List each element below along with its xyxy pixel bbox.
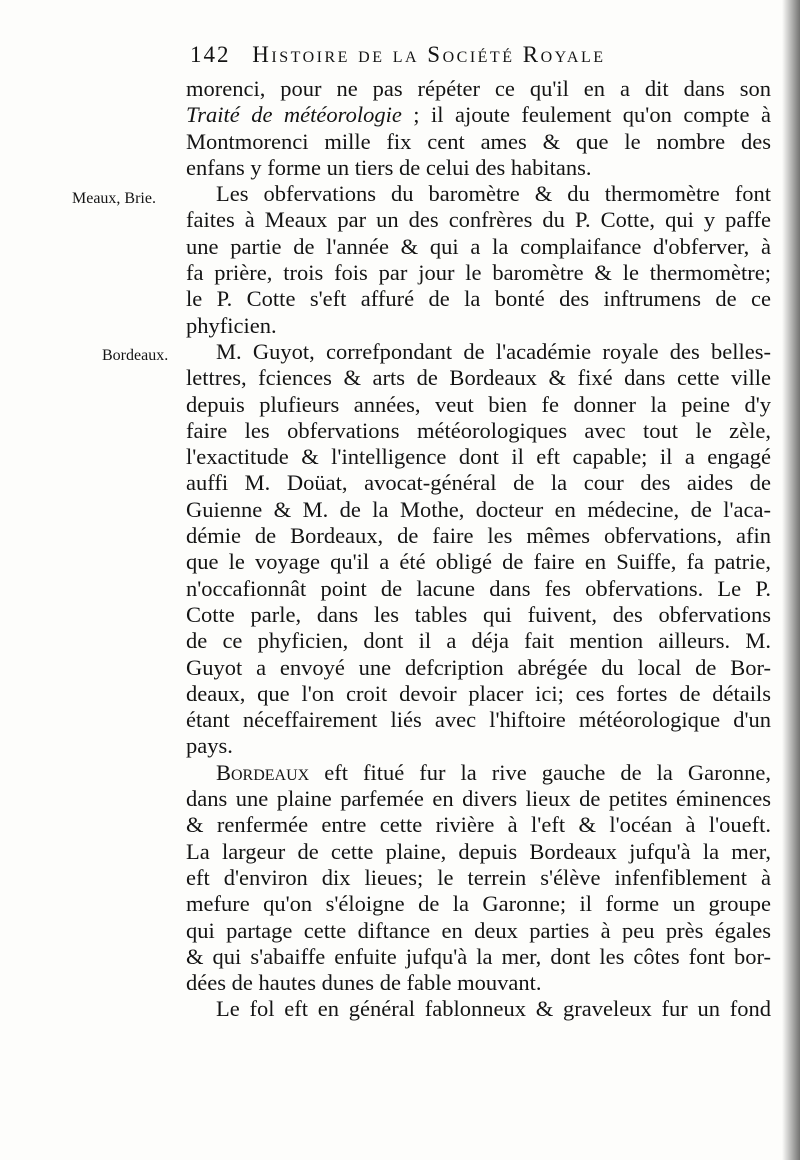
text-line: & renfermée entre cette rivière à l'eft & l'océan à l'oueft. [186, 812, 771, 838]
text-line: qui partage cette diftance en deux parties à peu près égales [186, 917, 771, 943]
text-line: Les obfervations du baromètre & du thermomètre font [216, 181, 771, 207]
text-line: que le voyage qu'il a été obligé de faire en Suiffe, fa patrie, [186, 549, 771, 575]
first-word-smallcaps: Bordeaux [216, 759, 310, 785]
text-line: mefure qu'on s'éloigne de la Garonne; il forme un groupe [186, 891, 771, 917]
text-line: dans une plaine parfemée en divers lieux de petites éminences [186, 786, 771, 812]
text-line: Guyot a envoyé une defcription abrégée du local de Bor- [186, 654, 771, 680]
page-header [190, 42, 750, 68]
text-line: M. Guyot, correfpondant de l'académie royale des belles- [216, 338, 771, 364]
text-line: étant néceffairement liés avec l'hiftoire météorologique d'un [186, 707, 771, 733]
text-line: pays. [186, 733, 233, 759]
text-line: dées de hautes dunes de fable mouvant. [186, 970, 542, 996]
paragraph-5 [186, 996, 771, 1022]
text-line: l'exactitude & l'intelligence dont il eft capable; il a engagé [186, 444, 771, 470]
paragraph-4 [186, 760, 771, 997]
text-line: & qui s'abaiffe enfuite jufqu'à la mer, dont les côtes font bor- [186, 943, 771, 969]
margin-note-bordeaux: Bordeaux. [102, 347, 169, 364]
line-rest: eft fitué fur la rive gauche de la Garonne, [309, 759, 771, 785]
paragraph-3 [186, 339, 771, 760]
text-line: La largeur de cette plaine, depuis Bordeaux jufqu'à la mer, [186, 838, 771, 864]
text-line: enfans y forme un tiers de celui des habitans. [186, 154, 592, 180]
text-line: faites à Meaux par un des confrères du P. Cotte, qui y paffe [186, 207, 771, 233]
text-line: Cotte parle, dans les tables qui fuivent, des obfervations [186, 601, 771, 627]
margin-note-meaux: Meaux, Brie. [72, 190, 156, 207]
text-line: Traité de météorologie ; il ajoute feulement qu'on compte à [186, 102, 771, 128]
text-line: eft d'environ dix lieues; le terrein s'élève infenfiblement à [186, 864, 771, 890]
text-line: faire les obfervations météorologiques avec tout le zèle, [186, 417, 771, 443]
text-line: depuis plufieurs années, veut bien fe donner la peine d'y [186, 391, 771, 417]
page-edge-shadow [782, 0, 800, 1160]
text-line: Le fol eft en général fablonneux & graveleux fur un fond [216, 996, 771, 1022]
book-title-italic: Traité de météorologie [186, 102, 402, 128]
page-number: 142 [190, 42, 231, 67]
text-line: de ce phyficien, dont il a déja fait mention ailleurs. M. [186, 628, 771, 654]
text-line: morenci, pour ne pas répéter ce qu'il en a dit dans son [186, 76, 771, 101]
text-line: n'occafionnât point de lacune dans fes obfervations. Le P. [186, 575, 771, 601]
text-line: une partie de l'année & qui a la complaifance d'obferver, à [186, 233, 771, 259]
text-line: le P. Cotte s'eft affuré de la bonté des inftrumens de ce [186, 286, 771, 312]
text-line: démie de Bordeaux, de faire les mêmes obfervations, afin [186, 523, 771, 549]
body-text [186, 76, 771, 1023]
text-line: Guienne & M. de la Mothe, docteur en médecine, de l'aca- [186, 496, 771, 522]
text-line: phyficien. [186, 312, 277, 338]
paragraph-2 [186, 181, 771, 339]
text-line: deaux, que l'on croit devoir placer ici; ces fortes de détails [186, 680, 771, 706]
paragraph-1 [186, 76, 771, 181]
text-line: Montmorenci mille fix cent ames & que le nombre des [186, 128, 771, 154]
text-line: fa prière, trois fois par jour le baromètre & le thermomètre; [186, 260, 771, 286]
text-line [186, 760, 771, 786]
text-line: lettres, fciences & arts de Bordeaux & fixé dans cette ville [186, 365, 771, 391]
text-line: auffi M. Doüat, avocat-général de la cour des aides de [186, 470, 771, 496]
running-title: Histoire de la Société Royale [252, 42, 606, 67]
